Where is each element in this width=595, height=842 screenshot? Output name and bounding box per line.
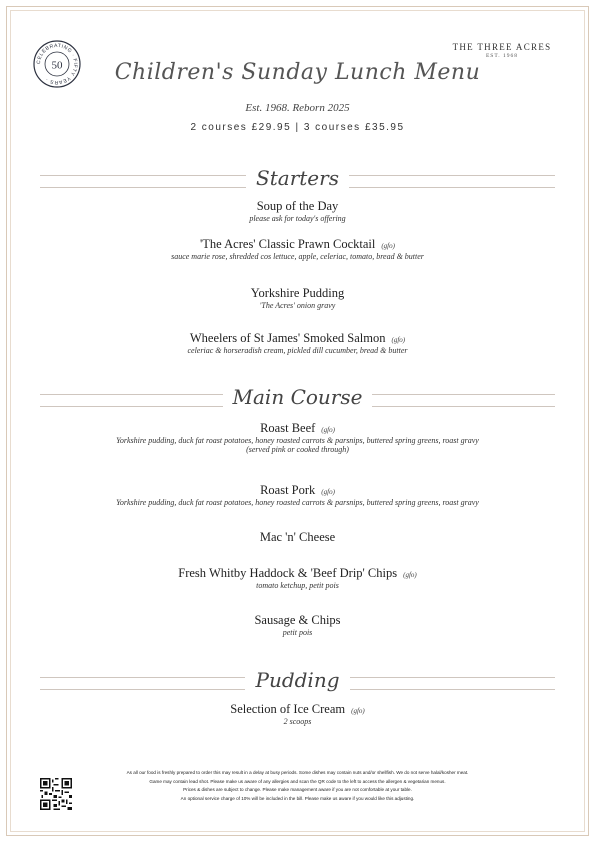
- menu-item: [0, 566, 595, 590]
- menu-item: [0, 199, 595, 223]
- dish-name: Yorkshire Pudding: [250, 286, 345, 300]
- dish-description: please ask for today's offering: [249, 214, 346, 223]
- brand-est: EST. 1968: [485, 53, 519, 59]
- footer-line: An optional service charge of 10% will be included in the bill. Please make us aware if you would like this adjusting.: [180, 795, 415, 801]
- dish-description: tomato ketchup, petit pois: [256, 581, 339, 590]
- dish-description: 2 scoops: [283, 717, 312, 726]
- dish-description: Yorkshire pudding, duck fat roast potatoes, honey roasted carrots & parsnips, buttered spring greens, roast gravy: [116, 436, 479, 445]
- gluten-free-option-tag: (gfo): [403, 571, 417, 579]
- menu-item: [0, 483, 595, 507]
- menu-item: [0, 613, 595, 637]
- section-main-course: [40, 385, 555, 409]
- dish-name: Sausage & Chips: [254, 613, 341, 627]
- menu-title: Children's Sunday Lunch Menu: [114, 60, 481, 85]
- brand-logo: [447, 42, 557, 59]
- dish-name: Fresh Whitby Haddock & 'Beef Drip' Chips: [178, 566, 398, 580]
- dish-description: Yorkshire pudding, duck fat roast potatoes, honey roasted carrots & parsnips, buttered spring greens, roast gravy: [116, 498, 479, 507]
- footer-line: Game may contain lead shot. Please make us aware of any allergies and scan the QR code to the left to access the allergen & vegetarian menus.: [149, 778, 446, 784]
- footer-line: As all our food is freshly prepared to order this may result in a delay at busy periods. Some dishes may contain nuts and/or shellfish. We do not serve halal/kosher meat.: [126, 770, 469, 775]
- dish-name: Roast Beef: [260, 421, 316, 435]
- gluten-free-option-tag: (gfo): [321, 488, 335, 496]
- menu-item: [0, 530, 595, 545]
- dish-description: celeriac & horseradish cream, pickled dill cucumber, bread & butter: [187, 346, 408, 355]
- dish-description: sauce marie rose, shredded cos lettuce, apple, celeriac, tomato, bread & butter: [171, 252, 424, 261]
- dish-name: Roast Pork: [260, 483, 316, 497]
- dish-description-note: (served pink or cooked through): [246, 445, 349, 454]
- brand-name: THE THREE ACRES: [452, 42, 552, 52]
- dish-description: 'The Acres' onion gravy: [259, 301, 336, 310]
- section-title: Main Course: [223, 385, 373, 409]
- badge-ring-text: CELEBRATING · FIFTY YEARS ·: [35, 42, 79, 86]
- gluten-free-option-tag: (gfo): [351, 707, 365, 715]
- dish-name: Mac 'n' Cheese: [259, 530, 336, 544]
- section-title: Pudding: [245, 668, 349, 692]
- menu-item: [0, 286, 595, 310]
- section-title: Starters: [246, 166, 349, 190]
- dish-name: Wheelers of St James' Smoked Salmon: [189, 331, 386, 345]
- dish-name: 'The Acres' Classic Prawn Cocktail: [200, 237, 376, 251]
- menu-item: [0, 421, 595, 454]
- menu-item: [0, 237, 595, 261]
- footer-notes: [0, 769, 595, 803]
- dish-name: Selection of Ice Cream: [230, 702, 346, 716]
- section-starters: [40, 166, 555, 190]
- gluten-free-option-tag: (gfo): [391, 336, 406, 344]
- dish-description: petit pois: [282, 628, 313, 637]
- gluten-free-option-tag: (gfo): [381, 242, 395, 250]
- menu-item: [0, 331, 595, 355]
- footer-line: Prices & dishes are subject to change. Please make management aware if you are not comfortable at your table.: [183, 787, 412, 792]
- gluten-free-option-tag: (gfo): [321, 426, 335, 434]
- course-prices: 2 courses £29.95 | 3 courses £35.95: [190, 122, 405, 133]
- dish-name: Soup of the Day: [256, 199, 339, 213]
- established-line: Est. 1968. Reborn 2025: [245, 102, 350, 114]
- section-pudding: [40, 668, 555, 692]
- menu-item: [0, 702, 595, 726]
- badge-number: 50: [51, 59, 63, 72]
